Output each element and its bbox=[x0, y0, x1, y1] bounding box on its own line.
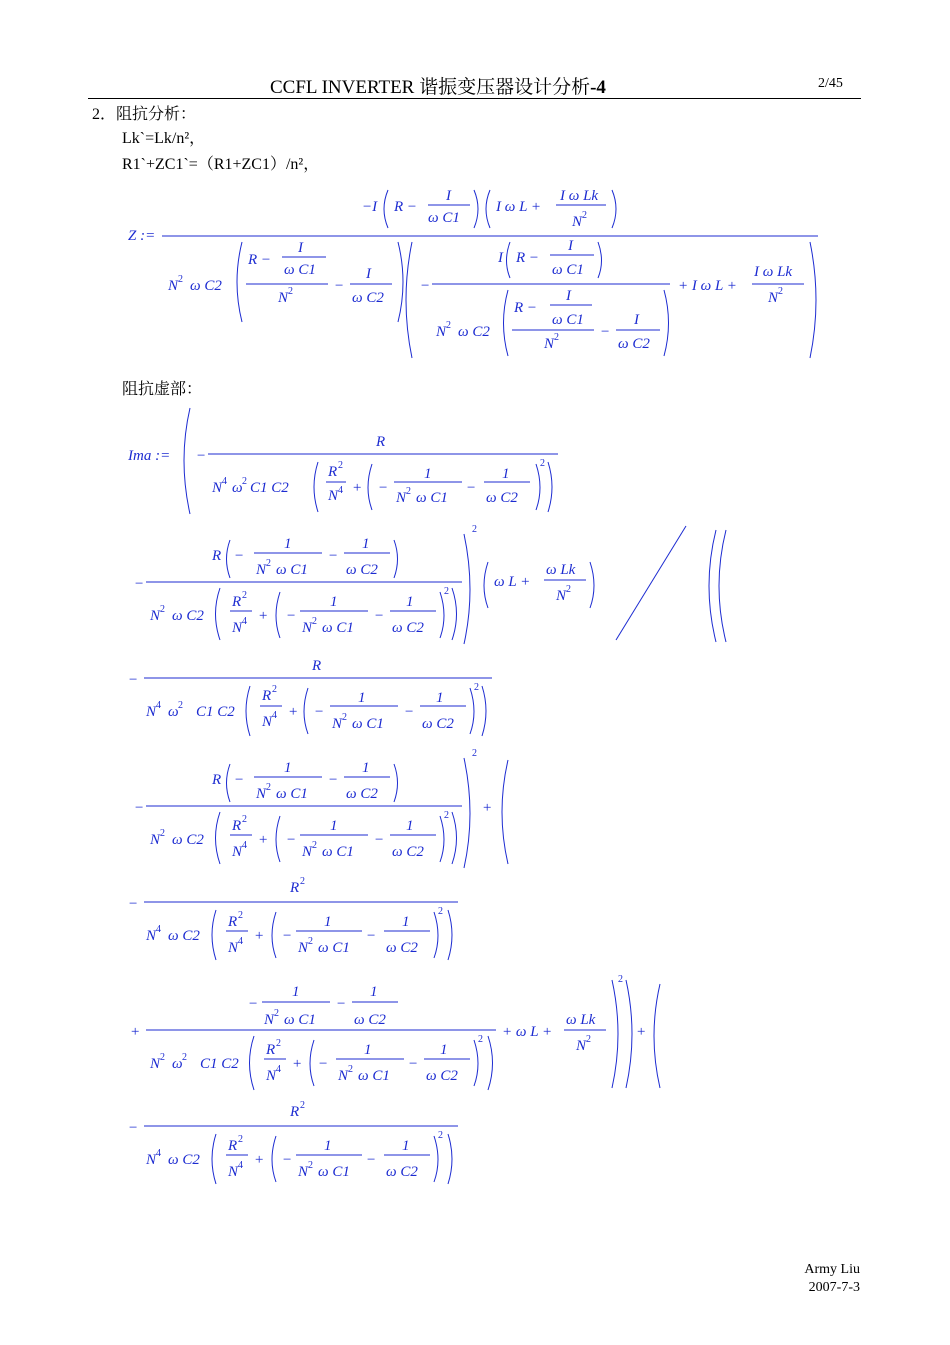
svg-text:R: R bbox=[262, 688, 272, 704]
svg-text:R −: R − bbox=[394, 199, 418, 215]
svg-text:N: N bbox=[436, 324, 447, 340]
svg-text:4: 4 bbox=[242, 840, 247, 851]
svg-text:N: N bbox=[232, 620, 243, 636]
svg-text:I: I bbox=[446, 188, 451, 204]
svg-text:N: N bbox=[256, 562, 267, 578]
svg-text:−: − bbox=[134, 800, 145, 816]
svg-text:N: N bbox=[572, 214, 583, 230]
svg-text:N: N bbox=[302, 620, 313, 636]
svg-text:N: N bbox=[576, 1038, 587, 1054]
svg-text:2: 2 bbox=[242, 590, 247, 601]
svg-text:ω C1: ω C1 bbox=[552, 262, 584, 278]
svg-text:N: N bbox=[228, 1164, 239, 1180]
svg-text:1: 1 bbox=[370, 984, 378, 1000]
svg-text:2: 2 bbox=[444, 810, 449, 821]
svg-text:4: 4 bbox=[276, 1064, 281, 1075]
svg-text:ω C2: ω C2 bbox=[422, 716, 454, 732]
svg-text:−: − bbox=[128, 1120, 139, 1136]
svg-text:N: N bbox=[256, 786, 267, 802]
svg-text:ω C2: ω C2 bbox=[392, 620, 424, 636]
svg-text:2: 2 bbox=[778, 286, 783, 297]
svg-text:N: N bbox=[232, 844, 243, 860]
svg-text:N: N bbox=[266, 1068, 277, 1084]
svg-text:+ I ω L +: + I ω L + bbox=[678, 278, 737, 294]
svg-text:+: + bbox=[482, 800, 493, 816]
svg-text:N: N bbox=[150, 1056, 161, 1072]
svg-text:−: − bbox=[336, 996, 347, 1012]
svg-text:I ω Lk: I ω Lk bbox=[754, 264, 793, 280]
svg-text:2: 2 bbox=[582, 210, 587, 221]
svg-text:1: 1 bbox=[402, 914, 410, 930]
svg-text:2: 2 bbox=[178, 274, 183, 285]
svg-text:ω C2: ω C2 bbox=[426, 1068, 458, 1084]
svg-text:ω C2: ω C2 bbox=[172, 832, 204, 848]
imaginary-part-label: 阻抗虚部： bbox=[122, 381, 203, 398]
svg-text:2: 2 bbox=[554, 332, 559, 343]
svg-text:ω C1: ω C1 bbox=[428, 210, 460, 226]
svg-text:ω C1: ω C1 bbox=[358, 1068, 390, 1084]
svg-text:I: I bbox=[634, 312, 639, 328]
svg-text:−: − bbox=[374, 832, 385, 848]
svg-text:2: 2 bbox=[586, 1034, 591, 1045]
svg-text:1: 1 bbox=[330, 594, 338, 610]
svg-text:N: N bbox=[338, 1068, 349, 1084]
svg-text:N: N bbox=[298, 940, 309, 956]
svg-text:ω C1: ω C1 bbox=[352, 716, 384, 732]
svg-text:R: R bbox=[266, 1042, 276, 1058]
svg-text:−: − bbox=[196, 448, 207, 464]
svg-text:4: 4 bbox=[242, 616, 247, 627]
svg-text:R: R bbox=[212, 772, 222, 788]
svg-text:R: R bbox=[232, 818, 242, 834]
svg-text:−: − bbox=[328, 548, 339, 564]
svg-text:2: 2 bbox=[312, 840, 317, 851]
svg-text:N: N bbox=[302, 844, 313, 860]
svg-text:N: N bbox=[146, 928, 157, 944]
svg-text:C1 C2: C1 C2 bbox=[200, 1056, 239, 1072]
svg-text:2: 2 bbox=[266, 782, 271, 793]
svg-text:R: R bbox=[228, 1138, 238, 1154]
svg-text:2: 2 bbox=[566, 584, 571, 595]
svg-text:I ω Lk: I ω Lk bbox=[560, 188, 599, 204]
svg-text:I ω L +: I ω L + bbox=[496, 199, 542, 215]
svg-text:R: R bbox=[328, 464, 338, 480]
svg-text:2: 2 bbox=[540, 458, 545, 469]
svg-text:2: 2 bbox=[472, 748, 477, 759]
svg-text:N: N bbox=[150, 832, 161, 848]
svg-text:ω C2: ω C2 bbox=[386, 940, 418, 956]
svg-text:N: N bbox=[328, 488, 339, 504]
svg-text:4: 4 bbox=[156, 924, 161, 935]
svg-text:2: 2 bbox=[308, 936, 313, 947]
svg-text:R: R bbox=[376, 434, 386, 450]
svg-text:2: 2 bbox=[178, 700, 183, 711]
section-heading: 2．阻抗分析： bbox=[92, 106, 197, 123]
svg-text:R −: R − bbox=[514, 300, 538, 316]
svg-text:ω C2: ω C2 bbox=[352, 290, 384, 306]
svg-text:4: 4 bbox=[238, 1160, 243, 1171]
svg-text:2: 2 bbox=[266, 558, 271, 569]
svg-text:ω C2: ω C2 bbox=[458, 324, 490, 340]
svg-text:ω C2: ω C2 bbox=[392, 844, 424, 860]
svg-text:C1 C2: C1 C2 bbox=[250, 480, 289, 496]
svg-text:−: − bbox=[378, 480, 389, 496]
svg-text:R: R bbox=[232, 594, 242, 610]
svg-text:ω L +: ω L + bbox=[494, 574, 531, 590]
svg-text:N: N bbox=[262, 714, 273, 730]
svg-text:ω: ω bbox=[172, 1056, 183, 1072]
svg-text:ω C1: ω C1 bbox=[284, 262, 316, 278]
svg-text:2: 2 bbox=[474, 682, 479, 693]
svg-text:C1 C2: C1 C2 bbox=[196, 704, 235, 720]
svg-text:1: 1 bbox=[424, 466, 432, 482]
svg-text:ω C1: ω C1 bbox=[318, 1164, 350, 1180]
svg-text:Z :=: Z := bbox=[128, 228, 156, 244]
svg-text:−: − bbox=[600, 324, 611, 340]
svg-text:2: 2 bbox=[338, 460, 343, 471]
svg-text:I: I bbox=[566, 288, 571, 304]
svg-text:2: 2 bbox=[160, 604, 165, 615]
formula-z bbox=[128, 188, 818, 358]
svg-text:2: 2 bbox=[444, 586, 449, 597]
svg-text:1: 1 bbox=[292, 984, 300, 1000]
svg-text:R: R bbox=[212, 548, 222, 564]
svg-text:−: − bbox=[128, 672, 139, 688]
svg-text:2: 2 bbox=[242, 814, 247, 825]
svg-text:4: 4 bbox=[272, 710, 277, 721]
svg-text:N: N bbox=[146, 1152, 157, 1168]
svg-text:ω C1: ω C1 bbox=[318, 940, 350, 956]
svg-text:1: 1 bbox=[406, 818, 414, 834]
svg-text:2: 2 bbox=[160, 828, 165, 839]
svg-text:1: 1 bbox=[402, 1138, 410, 1154]
svg-text:−: − bbox=[128, 896, 139, 912]
svg-text:ω C1: ω C1 bbox=[322, 844, 354, 860]
svg-text:1: 1 bbox=[362, 760, 370, 776]
svg-text:ω C2: ω C2 bbox=[190, 278, 222, 294]
svg-text:−: − bbox=[328, 772, 339, 788]
svg-text:+: + bbox=[636, 1024, 647, 1040]
svg-text:−: − bbox=[366, 928, 377, 944]
svg-text:ω C1: ω C1 bbox=[322, 620, 354, 636]
svg-text:1: 1 bbox=[406, 594, 414, 610]
svg-text:2: 2 bbox=[438, 906, 443, 917]
svg-text:ω C2: ω C2 bbox=[486, 490, 518, 506]
svg-text:−I: −I bbox=[362, 199, 378, 215]
svg-text:N: N bbox=[544, 336, 555, 352]
svg-text:−: − bbox=[282, 928, 293, 944]
svg-text:ω: ω bbox=[232, 480, 243, 496]
svg-text:1: 1 bbox=[284, 760, 292, 776]
svg-text:1: 1 bbox=[436, 690, 444, 706]
svg-text:+ ω L +: + ω L + bbox=[502, 1024, 553, 1040]
svg-text:N: N bbox=[396, 490, 407, 506]
svg-text:ω C2: ω C2 bbox=[386, 1164, 418, 1180]
svg-text:−: − bbox=[286, 832, 297, 848]
svg-text:R: R bbox=[290, 1104, 300, 1120]
svg-text:−: − bbox=[466, 480, 477, 496]
svg-text:ω C2: ω C2 bbox=[354, 1012, 386, 1028]
svg-text:N: N bbox=[768, 290, 779, 306]
svg-text:I: I bbox=[366, 266, 371, 282]
equation-r1: R1`+ZC1`=（R1+ZC1）/n²， bbox=[122, 156, 320, 173]
svg-text:2: 2 bbox=[272, 684, 277, 695]
svg-text:Ima :=: Ima := bbox=[128, 448, 171, 464]
svg-text:ω C2: ω C2 bbox=[172, 608, 204, 624]
page-number: 2/45 bbox=[818, 76, 843, 91]
svg-text:1: 1 bbox=[284, 536, 292, 552]
svg-text:ω C2: ω C2 bbox=[346, 562, 378, 578]
svg-text:+: + bbox=[352, 480, 363, 496]
svg-text:−: − bbox=[282, 1152, 293, 1168]
footer-date: 2007-7-3 bbox=[808, 1280, 860, 1295]
svg-text:2: 2 bbox=[308, 1160, 313, 1171]
svg-text:1: 1 bbox=[502, 466, 510, 482]
svg-text:+: + bbox=[254, 928, 265, 944]
svg-text:+: + bbox=[288, 704, 299, 720]
svg-text:2: 2 bbox=[438, 1130, 443, 1141]
svg-text:2: 2 bbox=[288, 286, 293, 297]
svg-text:2: 2 bbox=[160, 1052, 165, 1063]
svg-text:R −: R − bbox=[248, 252, 272, 268]
svg-text:ω C1: ω C1 bbox=[284, 1012, 316, 1028]
svg-text:R −: R − bbox=[516, 250, 540, 266]
svg-text:ω C2: ω C2 bbox=[168, 928, 200, 944]
svg-text:R: R bbox=[228, 914, 238, 930]
svg-text:−: − bbox=[314, 704, 325, 720]
svg-text:2: 2 bbox=[472, 524, 477, 535]
svg-text:2: 2 bbox=[312, 616, 317, 627]
svg-text:ω Lk: ω Lk bbox=[546, 562, 576, 578]
svg-text:2: 2 bbox=[348, 1064, 353, 1075]
svg-text:ω C2: ω C2 bbox=[346, 786, 378, 802]
svg-text:+: + bbox=[258, 832, 269, 848]
svg-text:N: N bbox=[298, 1164, 309, 1180]
svg-text:4: 4 bbox=[156, 1148, 161, 1159]
svg-text:−: − bbox=[134, 576, 145, 592]
svg-text:2: 2 bbox=[406, 486, 411, 497]
svg-text:ω C1: ω C1 bbox=[552, 312, 584, 328]
svg-text:4: 4 bbox=[238, 936, 243, 947]
formula-ima bbox=[127, 408, 726, 1184]
svg-text:N: N bbox=[556, 588, 567, 604]
svg-text:N: N bbox=[228, 940, 239, 956]
svg-text:−: − bbox=[408, 1056, 419, 1072]
document-title: CCFL INVERTER 谐振变压器设计分析-4 bbox=[270, 77, 606, 98]
svg-text:R: R bbox=[312, 658, 322, 674]
svg-text:−: − bbox=[366, 1152, 377, 1168]
svg-text:ω C1: ω C1 bbox=[416, 490, 448, 506]
svg-text:−: − bbox=[374, 608, 385, 624]
svg-text:N: N bbox=[168, 278, 179, 294]
svg-text:−: − bbox=[334, 278, 345, 294]
svg-text:ω C1: ω C1 bbox=[276, 786, 308, 802]
svg-text:N: N bbox=[278, 290, 289, 306]
svg-text:−: − bbox=[420, 278, 431, 294]
svg-text:2: 2 bbox=[182, 1052, 187, 1063]
svg-text:1: 1 bbox=[362, 536, 370, 552]
svg-text:2: 2 bbox=[276, 1038, 281, 1049]
svg-text:4: 4 bbox=[338, 485, 343, 496]
svg-text:+: + bbox=[258, 608, 269, 624]
svg-text:1: 1 bbox=[330, 818, 338, 834]
equation-lk: Lk`=Lk/n²， bbox=[122, 130, 206, 147]
svg-text:2: 2 bbox=[618, 974, 623, 985]
svg-text:1: 1 bbox=[358, 690, 366, 706]
svg-text:−: − bbox=[248, 996, 259, 1012]
svg-text:2: 2 bbox=[242, 476, 247, 487]
svg-text:R: R bbox=[290, 880, 300, 896]
svg-text:2: 2 bbox=[478, 1034, 483, 1045]
svg-text:I: I bbox=[568, 238, 573, 254]
footer-author: Army Liu bbox=[804, 1262, 860, 1277]
svg-text:+: + bbox=[292, 1056, 303, 1072]
svg-text:−: − bbox=[318, 1056, 329, 1072]
svg-text:N: N bbox=[150, 608, 161, 624]
svg-text:1: 1 bbox=[324, 1138, 332, 1154]
svg-text:−: − bbox=[234, 548, 245, 564]
svg-text:−: − bbox=[234, 772, 245, 788]
svg-text:ω Lk: ω Lk bbox=[566, 1012, 596, 1028]
svg-text:2: 2 bbox=[238, 910, 243, 921]
svg-text:1: 1 bbox=[324, 914, 332, 930]
svg-text:ω: ω bbox=[168, 704, 179, 720]
svg-text:ω C2: ω C2 bbox=[618, 336, 650, 352]
svg-text:2: 2 bbox=[274, 1008, 279, 1019]
svg-text:ω C2: ω C2 bbox=[168, 1152, 200, 1168]
svg-text:N: N bbox=[264, 1012, 275, 1028]
svg-text:+: + bbox=[254, 1152, 265, 1168]
svg-text:ω C1: ω C1 bbox=[276, 562, 308, 578]
svg-text:2: 2 bbox=[238, 1134, 243, 1145]
svg-text:2: 2 bbox=[300, 1100, 305, 1111]
svg-text:N: N bbox=[332, 716, 343, 732]
svg-text:1: 1 bbox=[440, 1042, 448, 1058]
svg-text:4: 4 bbox=[222, 476, 227, 487]
svg-text:2: 2 bbox=[300, 876, 305, 887]
svg-text:I: I bbox=[498, 250, 503, 266]
svg-text:−: − bbox=[286, 608, 297, 624]
svg-text:4: 4 bbox=[156, 700, 161, 711]
svg-text:+: + bbox=[130, 1024, 141, 1040]
svg-text:−: − bbox=[404, 704, 415, 720]
svg-text:2: 2 bbox=[446, 320, 451, 331]
svg-text:2: 2 bbox=[342, 712, 347, 723]
svg-text:1: 1 bbox=[364, 1042, 372, 1058]
svg-text:N: N bbox=[146, 704, 157, 720]
svg-text:I: I bbox=[298, 240, 303, 256]
svg-text:N: N bbox=[212, 480, 223, 496]
